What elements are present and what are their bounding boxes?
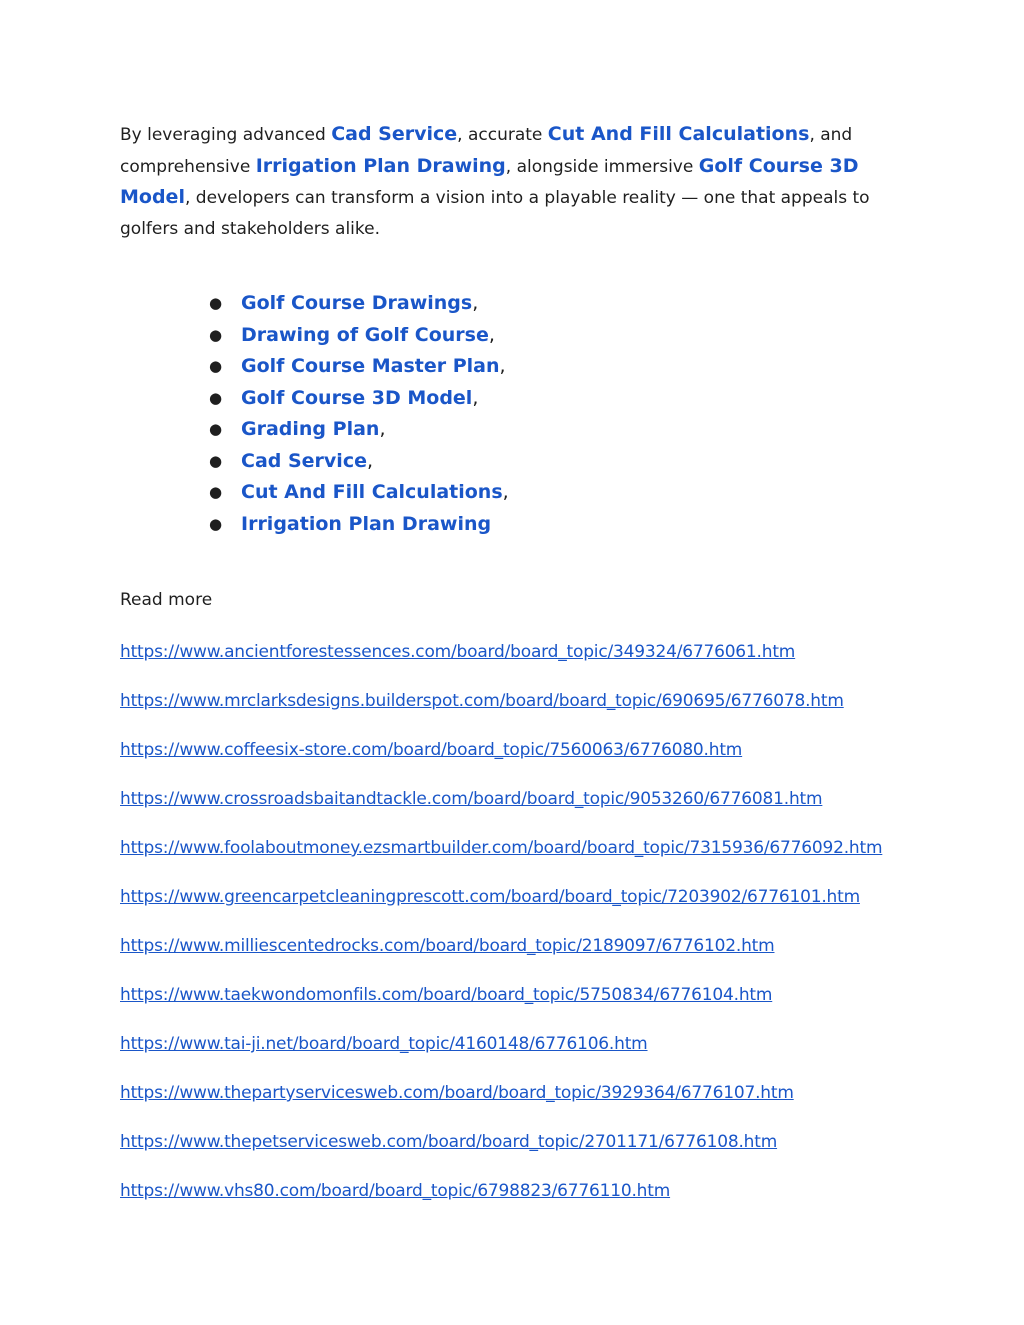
url-link-7[interactable]: https://www.milliescentedrocks.com/board/board_topic/2189097/6776102.htm: [120, 936, 775, 956]
link-item: [120, 1081, 882, 1130]
bullet-comma: ,: [366, 449, 374, 472]
url-link-11[interactable]: https://www.thepetservicesweb.com/board/board_topic/2701171/6776108.htm: [120, 1132, 778, 1152]
link-item: [120, 934, 882, 983]
bullet-item: [209, 288, 509, 320]
bullet-comma: ,: [472, 386, 479, 409]
intro-text-5: , developers can transform a vision into a playable reality — one that appeals to golfers and stakeholders alike.: [120, 188, 870, 239]
bullet-icon: ●: [209, 514, 223, 533]
bullet-icon: ●: [209, 420, 223, 438]
irrigation-plan-link[interactable]: Irrigation Plan Drawing: [255, 154, 506, 177]
bullet-item: [209, 509, 509, 541]
url-link-6[interactable]: https://www.greencarpetcleaningprescott.com/board/board_topic/7203902/6776101.htm: [120, 887, 860, 907]
url-link-8[interactable]: https://www.taekwondomonfils.com/board/board_topic/5750834/6776104.htm: [120, 985, 773, 1005]
link-item: [120, 885, 882, 934]
bullet-link-drawing-of-golf-course[interactable]: Drawing of Golf Course: [241, 323, 489, 346]
url-link-5[interactable]: https://www.foolaboutmoney.ezsmartbuilder.com/board/board_topic/7315936/6776092.htm: [120, 838, 883, 858]
url-link-3[interactable]: https://www.coffeesix-store.com/board/board_topic/7560063/6776080.htm: [120, 740, 743, 760]
bullet-link-golf-course-3d-model[interactable]: Golf Course 3D Model: [241, 386, 473, 409]
url-link-4[interactable]: https://www.crossroadsbaitandtackle.com/board/board_topic/9053260/6776081.htm: [120, 789, 823, 809]
intro-text-4: , alongside immersive: [505, 156, 699, 177]
cut-and-fill-link[interactable]: Cut And Fill Calculations: [547, 123, 810, 145]
intro-text-1: By leveraging advanced: [120, 125, 332, 145]
link-item: [120, 983, 882, 1032]
intro-paragraph: [120, 119, 890, 244]
intro-text-2: , accurate: [457, 125, 548, 145]
url-link-10[interactable]: https://www.thepartyservicesweb.com/board/board_topic/3929364/6776107.htm: [120, 1083, 794, 1103]
bullet-comma: ,: [502, 481, 509, 503]
golf-3d-model-link[interactable]: Golf Course 3D Model: [120, 154, 859, 208]
bullet-link-cut-and-fill-calculations[interactable]: Cut And Fill Calculations: [241, 481, 503, 503]
link-item: [120, 689, 882, 738]
link-item: [120, 1032, 882, 1081]
bullet-icon: ●: [209, 294, 223, 312]
url-link-12[interactable]: https://www.vhs80.com/board/board_topic/6798823/6776110.htm: [120, 1181, 671, 1201]
link-item: [120, 640, 882, 689]
bullet-item: [209, 414, 509, 446]
read-more-link-list: [120, 640, 882, 1228]
url-link-9[interactable]: https://www.tai-ji.net/board/board_topic/4160148/6776106.htm: [120, 1034, 648, 1054]
intro-text-3: , and comprehensive: [120, 125, 853, 177]
bullet-icon: ●: [209, 388, 223, 407]
link-item: [120, 738, 882, 787]
bullet-item: [209, 477, 509, 509]
bullet-link-grading-plan[interactable]: Grading Plan: [241, 418, 380, 440]
bullet-icon: ●: [209, 451, 223, 470]
link-item: [120, 1130, 882, 1179]
url-link-1[interactable]: https://www.ancientforestessences.com/board/board_topic/349324/6776061.htm: [120, 642, 796, 662]
url-link-2[interactable]: https://www.mrclarksdesigns.builderspot.com/board/board_topic/690695/6776078.htm: [120, 691, 844, 711]
cad-service-link[interactable]: Cad Service: [331, 123, 458, 145]
bullet-link-golf-course-drawings[interactable]: Golf Course Drawings: [241, 292, 473, 314]
bullet-icon: ●: [209, 357, 223, 375]
bullet-item: [209, 383, 509, 415]
bullet-comma: ,: [379, 418, 386, 440]
bullet-comma: ,: [488, 323, 495, 346]
bullet-item: [209, 351, 509, 383]
link-item: [120, 836, 882, 885]
bullet-item: [209, 446, 509, 478]
link-item: [120, 787, 882, 836]
bullet-icon: ●: [209, 325, 223, 344]
bullet-comma: ,: [499, 355, 506, 377]
bullet-comma: ,: [472, 292, 479, 314]
keyword-bullet-list: [209, 288, 509, 540]
bullet-link-cad-service[interactable]: Cad Service: [241, 449, 367, 472]
bullet-item: [209, 320, 509, 352]
bullet-link-golf-course-master-plan[interactable]: Golf Course Master Plan: [241, 355, 500, 377]
bullet-icon: ●: [209, 483, 223, 501]
bullet-link-irrigation-plan-drawing[interactable]: Irrigation Plan Drawing: [241, 512, 492, 535]
link-item: [120, 1179, 882, 1228]
read-more-heading: Read more: [120, 590, 213, 610]
